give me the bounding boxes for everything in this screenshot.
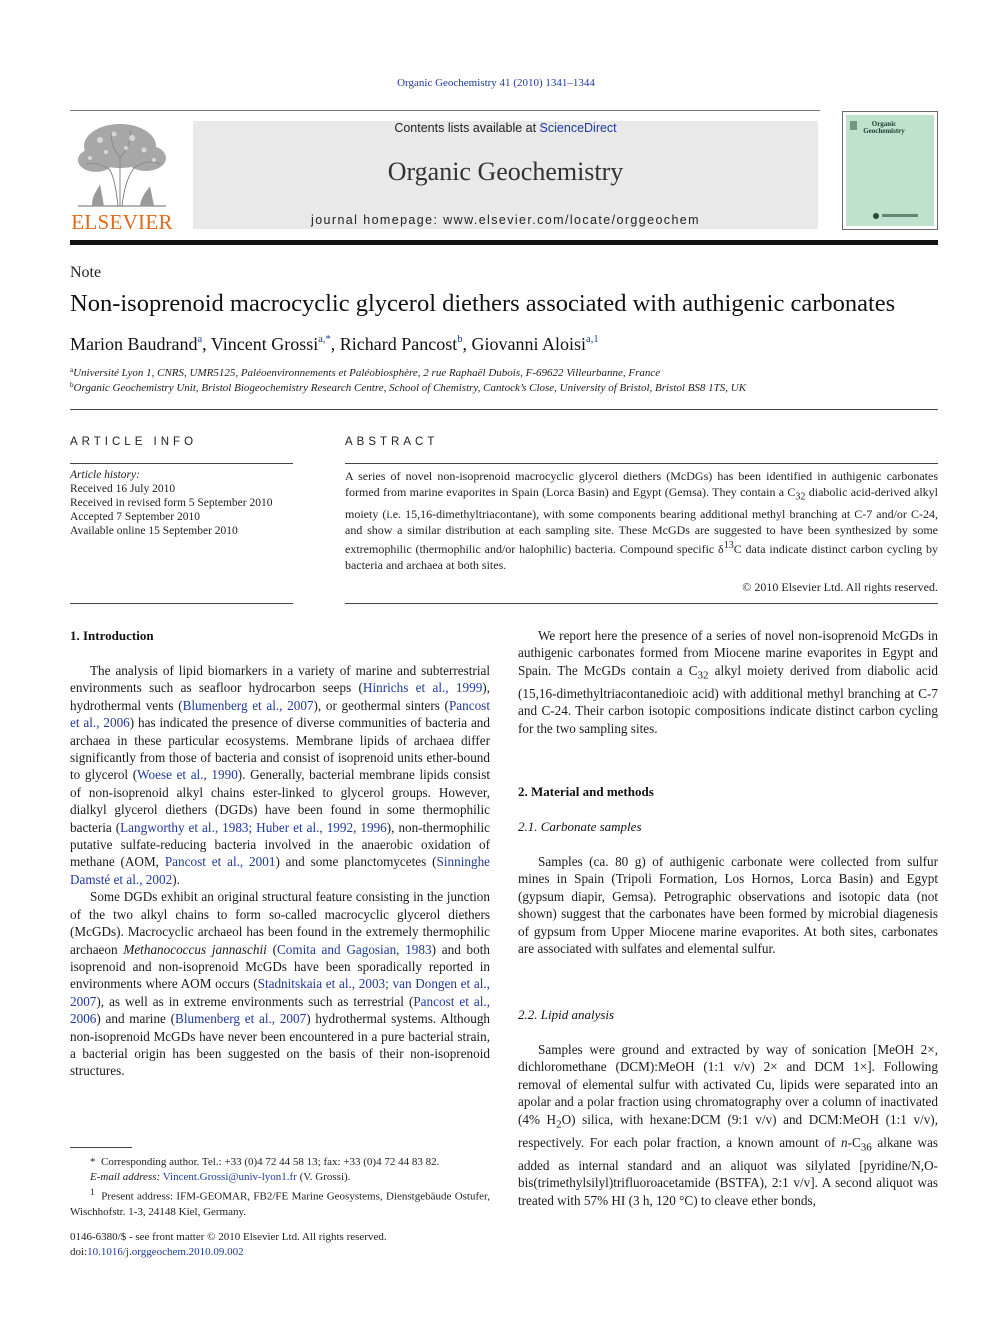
- sciencedirect-link[interactable]: ScienceDirect: [539, 121, 617, 135]
- footnote-mark: 1: [90, 1187, 95, 1197]
- affiliation-mark: a: [70, 366, 74, 374]
- citation-link[interactable]: Pancost et al., 2006: [70, 697, 490, 731]
- present-address-note: [70, 1185, 490, 1220]
- elsevier-wordmark: ELSEVIER: [71, 210, 173, 234]
- text-part: ) and marine (: [96, 1011, 176, 1027]
- carbonate-samples-heading: 2.1. Carbonate samples: [518, 819, 642, 834]
- email-suffix: (V. Grossi).: [299, 1171, 351, 1183]
- abstract-part: A series of novel non-isoprenoid macrocyclic glycerol diethers (McDGs) has been identified in authigenic carbonates formed from marine evaporites in Spain (Lorca Basin) and Egypt (Gemsa). They contain a C: [345, 469, 938, 500]
- abstract-part: diabolic acid-derived alkyl moiety (i.e. 15,16-dimethyltriacontane), with some components bearing additional methyl branching at C-7 and/or C-24, and show a similar distribution at each sampling site. These McGDs are suggested to have been synthesized by some extremophilic (thermophilic and/or halophilic) bacteria. Compound specific δ: [345, 485, 938, 556]
- issn-line: 0146-6380/$ - see front matter © 2010 Elsevier Ltd. All rights reserved.: [70, 1231, 387, 1243]
- citation-link[interactable]: Hinrichs et al., 1999: [362, 680, 483, 696]
- text-part: ) has indicated the presence of diverse communities of bacteria and archaea in these particular ecosystems. Membrane lipids of archaea differ significantly from those of bacteria and consist of isoprenoid units ether-bound to glycerol (: [70, 715, 490, 783]
- lipid-analysis-heading: 2.2. Lipid analysis: [518, 1007, 615, 1022]
- corresponding-author-note: [70, 1155, 490, 1170]
- title-divider: [70, 409, 938, 410]
- journal-title: Organic Geochemistry: [387, 157, 624, 186]
- abstract-text: [345, 468, 938, 573]
- text-part: (: [266, 941, 277, 957]
- intro-paragraphs: [70, 662, 490, 1080]
- text-part: Samples were ground and extracted by way of sonication [MeOH 2×, dichloromethane (DCM):MeOH (1:1 v/v) 2× and DCM 1×]. Following removal of elemental sulfur with activated Cu, lipids were separated into an apolar and a polar fraction using chromatography over a column of inactivated (4% H: [518, 1042, 938, 1127]
- lipid-analysis-text: [518, 1041, 938, 1209]
- text-part: ) hydrothermal systems. Although non-isoprenoid McGDs have never been encountered in a pure bacterial strain, a bacterial origin has been suggested on the basis of their non-isoprenoid structures.: [70, 1011, 491, 1079]
- methods-heading: 2. Material and methods: [518, 784, 654, 799]
- history-item: Received 16 July 2010: [70, 483, 176, 495]
- article-info-heading: ARTICLE INFO: [70, 436, 198, 448]
- cover-background: [846, 115, 934, 226]
- text-part: ).: [172, 871, 180, 887]
- text-part: ). Generally, bacterial membrane lipids consist of non-isoprenoid alkyl chains ester-linked to glycerol groups. However, dialkyl glycerol diethers (DGDs) have been found in some thermophilic bacteria (: [70, 767, 491, 835]
- cover-title: Organic Geochemistry: [863, 120, 905, 135]
- footnote-mark: *: [90, 1156, 96, 1168]
- history-item: Accepted 7 September 2010: [70, 511, 200, 523]
- text-part: -C: [847, 1134, 861, 1150]
- footnotes: [70, 1155, 490, 1220]
- doi-link[interactable]: 10.1016/j.orggeochem.2010.09.002: [87, 1246, 244, 1258]
- history-item: Received in revised form 5 September 2010: [70, 497, 273, 509]
- footnote-text: Corresponding author. Tel.: +33 (0)4 72 44 58 13; fax: +33 (0)4 72 44 83 82.: [101, 1156, 440, 1168]
- text-part: ), as well as in extreme environments such as terrestrial (: [96, 993, 414, 1009]
- right-column-intro: [518, 627, 938, 737]
- citation-link[interactable]: Sinninghe Damsté et al., 2002: [70, 854, 491, 887]
- affiliation: [70, 366, 950, 379]
- article-history: [70, 468, 295, 538]
- author-name: Vincent Grossi: [210, 334, 319, 354]
- contents-prefix: Contents lists available at: [394, 121, 540, 135]
- text-part: ), or geothermal sinters (: [313, 697, 449, 713]
- species-name: Methanococcus jannaschii: [123, 941, 267, 957]
- author-affiliation-mark[interactable]: b: [457, 334, 463, 345]
- footnote-rule: [70, 1147, 132, 1148]
- abstract-bottom-rule: [345, 603, 938, 604]
- abstract-superscript: 13: [723, 539, 734, 551]
- citation-link[interactable]: Comita and Gagosian, 1983: [276, 941, 432, 957]
- abstract-rule: [345, 463, 938, 464]
- affiliation: [70, 381, 950, 394]
- email-label: E-mail address:: [90, 1171, 161, 1183]
- text-part: The analysis of lipid biomarkers in a variety of marine and subterrestrial environments such as seafloor hydrocarbon seeps (: [70, 663, 490, 696]
- text-part: ) and some planctomycetes (: [275, 854, 437, 870]
- doi-line: [70, 1245, 490, 1260]
- affiliation-text: Université Lyon 1, CNRS, UMR5125, Paléoenvironnements et Paléobiosphère, 2 rue Raphaël Dubois, F-69622 Villeurbanne, France: [73, 367, 661, 379]
- subscript: 2: [556, 1118, 562, 1131]
- email-note: [70, 1170, 490, 1185]
- carbonate-samples-text: [518, 853, 938, 957]
- article-info-bottom-rule: [70, 603, 293, 604]
- text-part: alkyl moiety derived from diabolic acid (15,16-dimethyltriacontanedioic acid) with additional methyl branching at C-7 and C-24. Their carbon isotopic compositions indicate distinct carbon cycling for the two sampling sites.: [518, 662, 938, 736]
- journal-cover-thumbnail[interactable]: [842, 111, 938, 230]
- header-thick-rule: [70, 240, 938, 245]
- history-item: Available online 15 September 2010: [70, 525, 238, 537]
- citation-link[interactable]: Blumenberg et al., 2007: [182, 697, 314, 713]
- affiliation-mark: b: [70, 381, 74, 389]
- author-affiliation-mark[interactable]: a: [197, 334, 203, 345]
- issn-doi-block: [70, 1230, 490, 1260]
- citation-link[interactable]: Langworthy et al., 1983; Huber et al., 1992, 1996: [120, 819, 387, 835]
- contents-line: [193, 121, 818, 135]
- citation-link[interactable]: Stadnitskaia et al., 2003; van Dongen et al., 2007: [70, 976, 490, 1009]
- author-name: Giovanni Aloisi: [471, 334, 587, 354]
- text-part: ), hydrothermal vents (: [70, 680, 490, 713]
- subscript: 32: [697, 669, 709, 682]
- carbonate-paragraph: Samples (ca. 80 g) of authigenic carbonate were collected from sulfur mines in Spain (Tripoli Formation, Los Hornos, Lorca Basin) and Egypt (gypsum diapir, Gemsa). Petrographic observations and isotopic data (not shown) suggest that the carbonates have been formed by microbial diagenesis of gypsum from Upper Miocene marine evaporites. At both sites, carbonates are associated with sulfates and elemental sulfur.: [518, 854, 938, 957]
- abstract-subscript: 32: [795, 491, 806, 503]
- author-affiliation-mark[interactable]: a,1: [586, 334, 599, 345]
- journal-homepage[interactable]: journal homepage: www.elsevier.com/locate/orggeochem: [311, 213, 700, 227]
- text-part: ), non-thermophilic putative sulfate-reducing bacteria involved in the anaerobic oxidation of methane (AOM,: [70, 819, 490, 870]
- cover-publisher-mark-icon: [852, 211, 928, 221]
- intro-summary-paragraph: [518, 627, 938, 737]
- article-title: Non-isoprenoid macrocyclic glycerol diethers associated with authigenic carbonates: [70, 290, 896, 317]
- text-part: We report here the presence of a series of novel non-isoprenoid McGDs in authigenic carbonates formed from Miocene marine evaporites in Egypt and Spain. The McGDs contain a C: [518, 628, 938, 678]
- italic-part: n: [841, 1134, 848, 1150]
- subscript: 36: [860, 1141, 872, 1154]
- header-top-rule: [70, 110, 820, 111]
- citation-link[interactable]: Woese et al., 1990: [137, 767, 238, 783]
- intro-paragraph-2: [70, 888, 490, 1079]
- citation-link[interactable]: Blumenberg et al., 2007: [175, 1011, 307, 1027]
- author-name: Marion Baudrand: [70, 334, 198, 354]
- article-info-rule: [70, 463, 293, 464]
- text-part: ) and both isoprenoid and non-isoprenoid McGDs have been sporadically reported in environments where AOM occurs (: [70, 941, 490, 992]
- citation-link[interactable]: Pancost et al., 2001: [164, 854, 276, 870]
- history-label: Article history:: [70, 469, 140, 481]
- email-link[interactable]: Vincent.Grossi@univ-lyon1.fr: [162, 1171, 297, 1183]
- text-part: Some DGDs exhibit an original structural feature consisting in the junction of the two alkyl chains to form so-called macrocyclic glycerol diethers (McGDs). Macrocyclic archaeol has been found in the extremely thermophilic archaeon: [70, 889, 490, 957]
- author-name: Richard Pancost: [339, 334, 458, 354]
- text-part: alkane was added as internal standard and an aliquot was silylated [pyridine/N,O-bis(trimethylsilyl)trifluoroacetamide (BSTFA), 2:1 v/v]. A second aliquot was treated with 57% HI (3 h, 120 °C) to cleave ether bonds,: [518, 1134, 938, 1208]
- footnote-text: Present address: IFM-GEOMAR, FB2/FE Marine Geosystems, Dienstgebäude Ostufer, Wischhofstr. 1-3, 24148 Kiel, Germany.: [70, 1190, 490, 1218]
- abstract-part: C data indicate distinct carbon cycling by bacteria and archaea at both sites.: [345, 541, 938, 572]
- article-type: Note: [70, 264, 102, 281]
- author-affiliation-mark[interactable]: a,*: [318, 334, 331, 345]
- lipid-paragraph: [518, 1041, 938, 1209]
- copyright-line: © 2010 Elsevier Ltd. All rights reserved.: [742, 580, 938, 594]
- doi-label: doi:: [70, 1246, 88, 1258]
- abstract-heading: ABSTRACT: [345, 436, 439, 448]
- intro-heading: 1. Introduction: [70, 628, 154, 643]
- author-list: Marion Baudrand$^a$, Vincent Grossi$^{a,*}$, Richard Pancost$^b$, Giovanni Aloisi$^{a,1}$: [70, 334, 599, 354]
- citation-link[interactable]: Pancost et al., 2006: [70, 993, 490, 1027]
- text-part: O) silica, with hexane:DCM (9:1 v/v) and DCM:MeOH (1:1 v/v), respectively. For each polar fraction, a known amount of: [518, 1111, 938, 1150]
- affiliation-text: Organic Geochemistry Unit, Bristol Biogeochemistry Research Centre, School of Chemistry, Cantock’s Close, University of Bristol, Bristol BS8 1TS, UK: [73, 382, 747, 394]
- journal-reference[interactable]: Organic Geochemistry 41 (2010) 1341–1344: [397, 77, 595, 89]
- intro-paragraph-1: [70, 662, 490, 888]
- cover-logo-icon: [850, 121, 858, 131]
